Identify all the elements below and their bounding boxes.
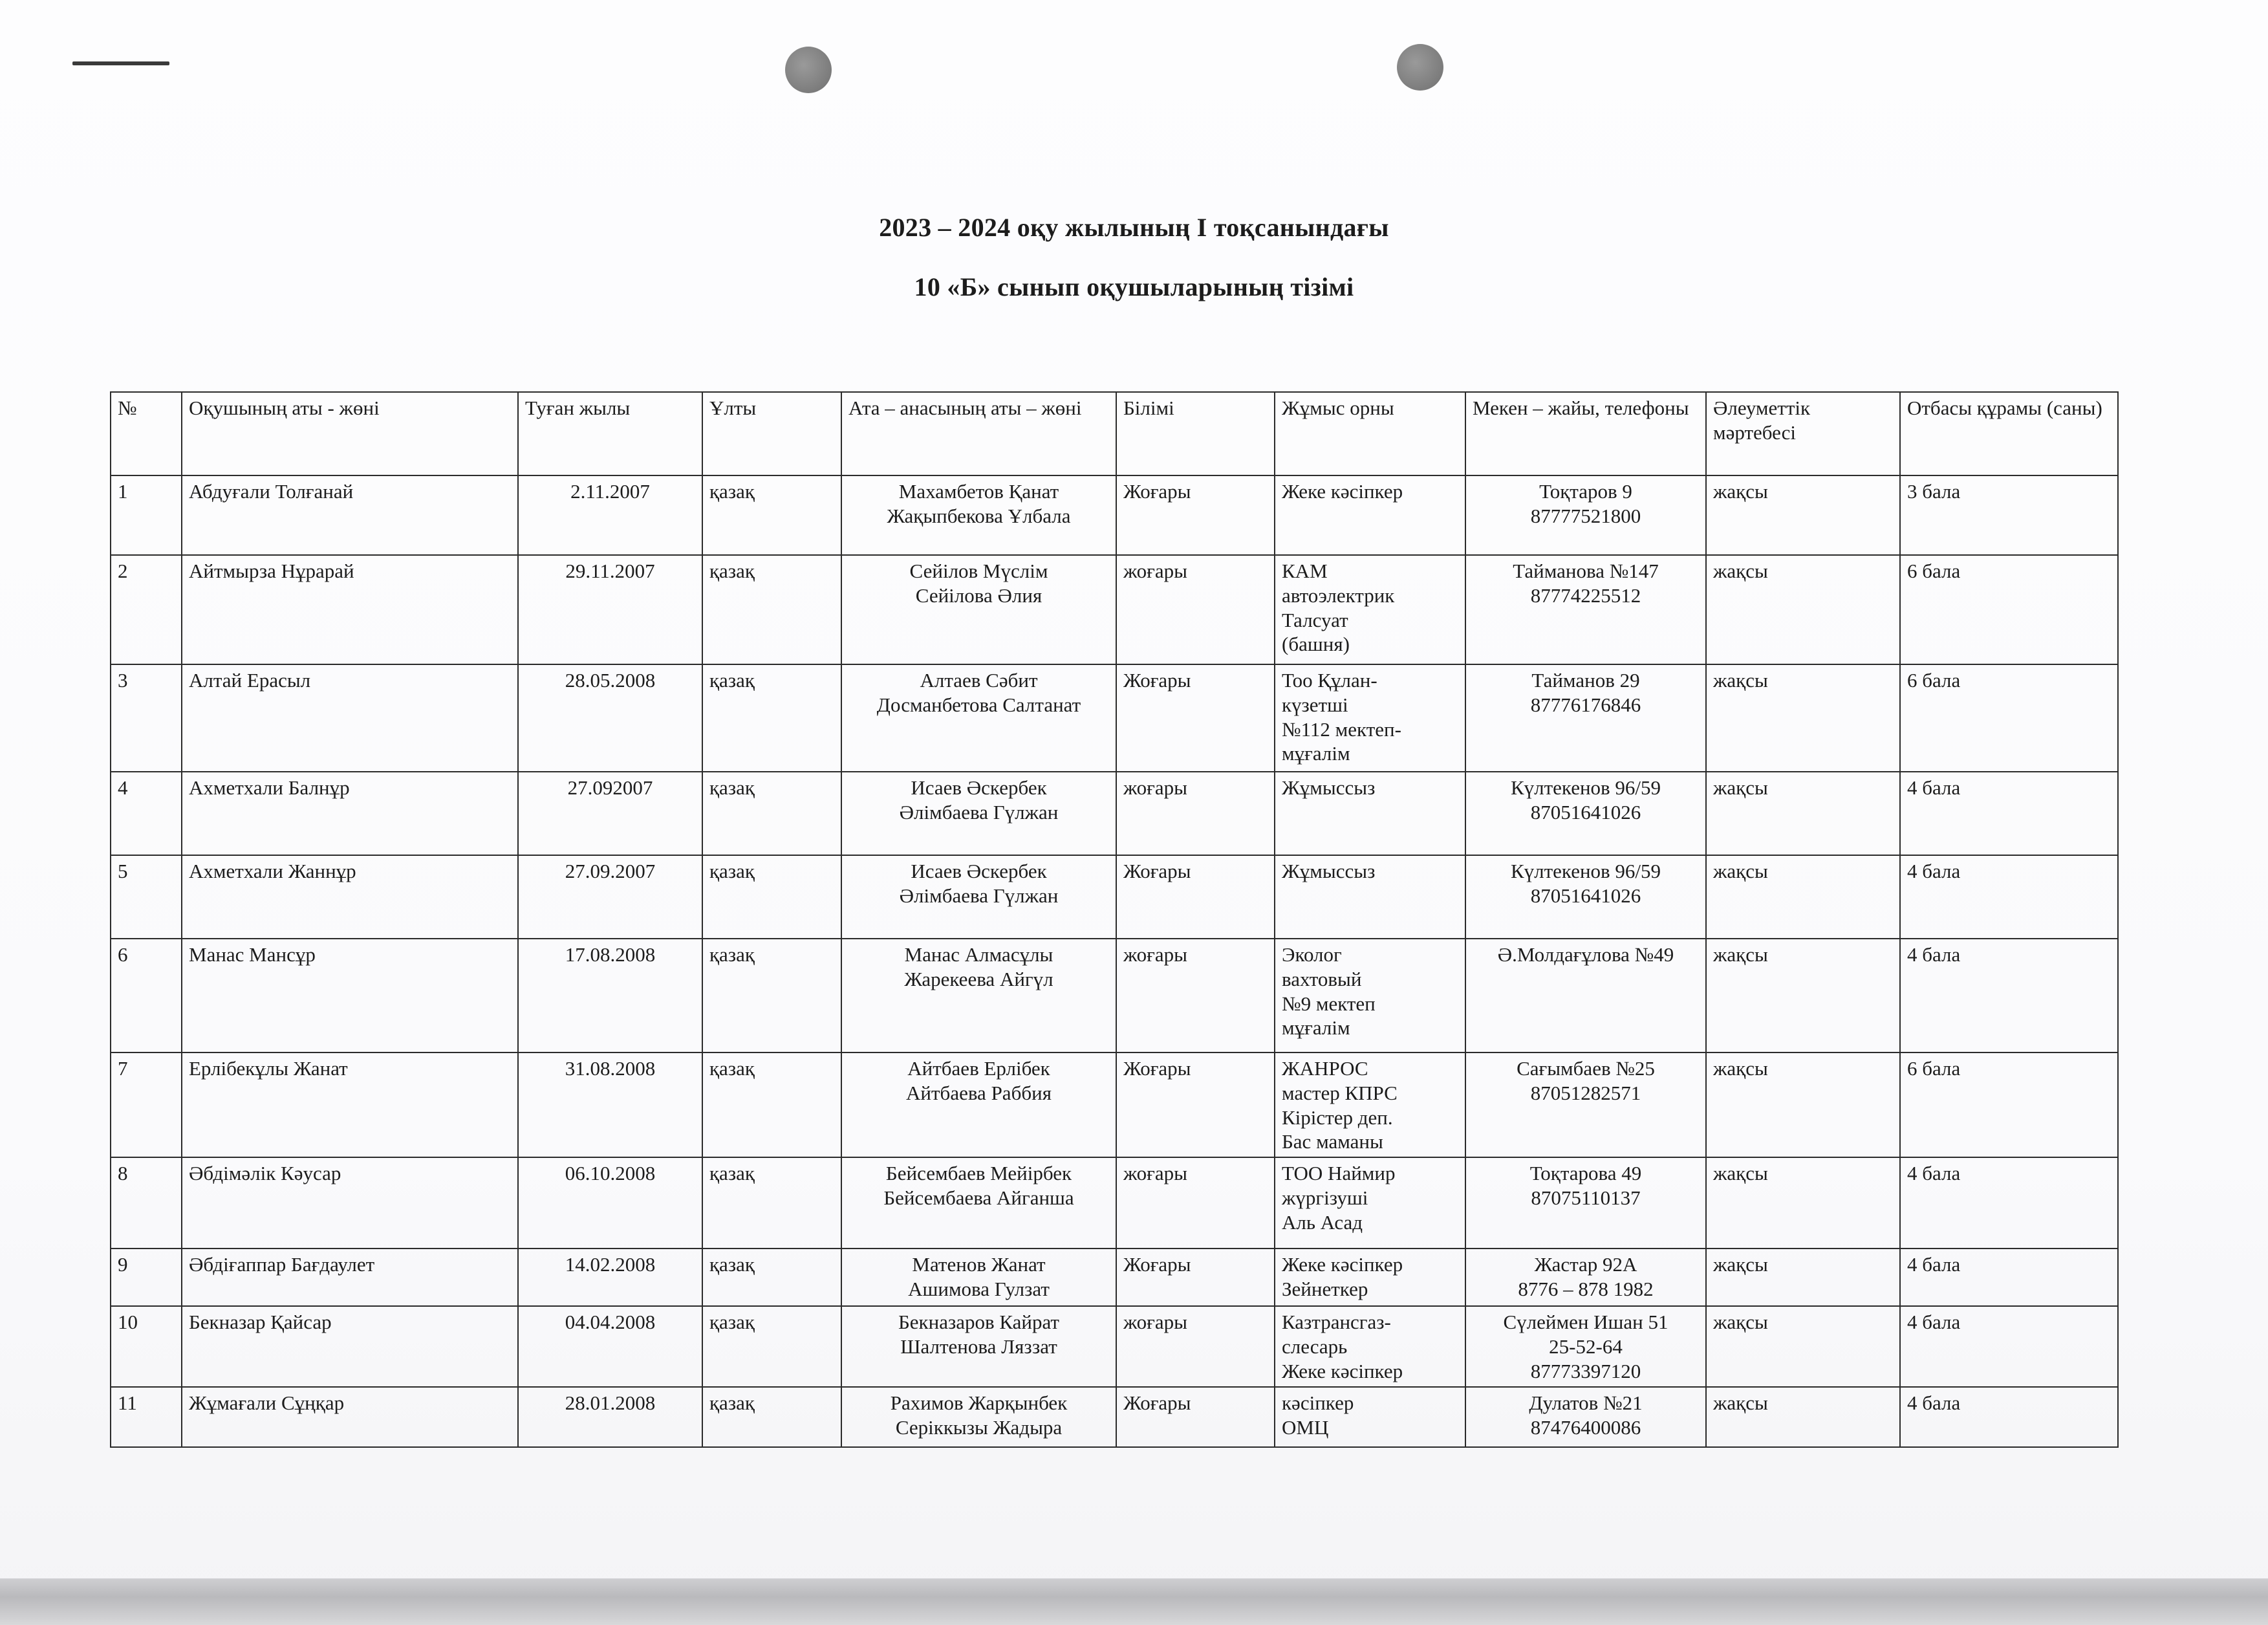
- cell-workplace: Эколог вахтовый №9 мектеп мұғалім: [1275, 939, 1465, 1052]
- cell-family-size: 6 бала: [1900, 555, 2118, 664]
- cell-student-name: Айтмырза Нұрарай: [182, 555, 518, 664]
- cell-education: жоғары: [1116, 1157, 1275, 1249]
- cell-number: 4: [111, 772, 182, 855]
- cell-address-phone: Тайманов 29 87776176846: [1465, 664, 1706, 772]
- cell-parents: Айтбаев Ерлібек Айтбаева Раббия: [841, 1052, 1116, 1157]
- cell-birth-date: 2.11.2007: [518, 475, 702, 555]
- header-family-size: Отбасы құрамы (саны): [1900, 392, 2118, 475]
- cell-social-status: жақсы: [1706, 939, 1900, 1052]
- cell-workplace: Тоо Құлан- күзетші №112 мектеп- мұғалім: [1275, 664, 1465, 772]
- table-row: [111, 855, 2118, 939]
- header-social-status: Әлеуметтік мәртебесі: [1706, 392, 1900, 475]
- header-workplace: Жұмыс орны: [1275, 392, 1465, 475]
- cell-workplace: ЖАНРОС мастер КПРС Кірістер деп. Бас маманы: [1275, 1052, 1465, 1157]
- cell-education: Жоғары: [1116, 475, 1275, 555]
- cell-workplace: Жеке кәсіпкер: [1275, 475, 1465, 555]
- cell-number: 5: [111, 855, 182, 939]
- cell-birth-date: 27.09.2007: [518, 855, 702, 939]
- cell-parents: Бейсембаев Мейірбек Бейсембаева Айганша: [841, 1157, 1116, 1249]
- cell-birth-date: 29.11.2007: [518, 555, 702, 664]
- cell-nationality: қазақ: [702, 1249, 841, 1306]
- cell-number: 1: [111, 475, 182, 555]
- cell-parents: Манас Алмасұлы Жарекеева Айгүл: [841, 939, 1116, 1052]
- cell-social-status: жақсы: [1706, 1157, 1900, 1249]
- scanner-edge-shadow: [0, 1578, 2268, 1625]
- cell-parents: Исаев Әскербек Әлімбаева Гүлжан: [841, 855, 1116, 939]
- cell-nationality: қазақ: [702, 555, 841, 664]
- cell-social-status: жақсы: [1706, 1306, 1900, 1386]
- cell-address-phone: Күлтекенов 96/59 87051641026: [1465, 855, 1706, 939]
- cell-workplace: КАМ автоэлектрик Талсуат (башня): [1275, 555, 1465, 664]
- table-row: [111, 1387, 2118, 1447]
- cell-number: 9: [111, 1249, 182, 1306]
- cell-address-phone: Ә.Молдағұлова №49: [1465, 939, 1706, 1052]
- cell-social-status: жақсы: [1706, 1052, 1900, 1157]
- cell-family-size: 4 бала: [1900, 1157, 2118, 1249]
- cell-family-size: 4 бала: [1900, 1387, 2118, 1447]
- header-birth-date: Туған жылы: [518, 392, 702, 475]
- cell-parents: Бекназаров Кайрат Шалтенова Ляззат: [841, 1306, 1116, 1386]
- cell-number: 7: [111, 1052, 182, 1157]
- cell-birth-date: 31.08.2008: [518, 1052, 702, 1157]
- cell-family-size: 4 бала: [1900, 1249, 2118, 1306]
- cell-parents: Махамбетов Қанат Жақыпбекова Ұлбала: [841, 475, 1116, 555]
- cell-number: 11: [111, 1387, 182, 1447]
- header-parents: Ата – анасының аты – жөні: [841, 392, 1116, 475]
- cell-social-status: жақсы: [1706, 664, 1900, 772]
- cell-address-phone: Күлтекенов 96/59 87051641026: [1465, 772, 1706, 855]
- cell-education: жоғары: [1116, 772, 1275, 855]
- cell-social-status: жақсы: [1706, 475, 1900, 555]
- cell-student-name: Әбдімәлік Кәусар: [182, 1157, 518, 1249]
- cell-social-status: жақсы: [1706, 772, 1900, 855]
- cell-workplace: кәсіпкер ОМЦ: [1275, 1387, 1465, 1447]
- cell-parents: Исаев Әскербек Әлімбаева Гүлжан: [841, 772, 1116, 855]
- cell-family-size: 6 бала: [1900, 664, 2118, 772]
- cell-address-phone: Сағымбаев №25 87051282571: [1465, 1052, 1706, 1157]
- cell-education: жоғары: [1116, 555, 1275, 664]
- cell-number: 3: [111, 664, 182, 772]
- cell-workplace: Жұмыссыз: [1275, 855, 1465, 939]
- table-row: [111, 1249, 2118, 1306]
- cell-parents: Рахимов Жарқынбек Серіккызы Жадыра: [841, 1387, 1116, 1447]
- header-nationality: Ұлты: [702, 392, 841, 475]
- table-header-row: [111, 392, 2118, 475]
- cell-nationality: қазақ: [702, 664, 841, 772]
- cell-workplace: Казтрансгаз- слесарь Жеке кәсіпкер: [1275, 1306, 1465, 1386]
- cell-nationality: қазақ: [702, 855, 841, 939]
- punch-hole-left: [785, 47, 832, 93]
- cell-social-status: жақсы: [1706, 1249, 1900, 1306]
- table-row: [111, 939, 2118, 1052]
- header-education: Білімі: [1116, 392, 1275, 475]
- cell-nationality: қазақ: [702, 1052, 841, 1157]
- cell-student-name: Ахметхали Жаннұр: [182, 855, 518, 939]
- cell-birth-date: 27.092007: [518, 772, 702, 855]
- cell-birth-date: 17.08.2008: [518, 939, 702, 1052]
- cell-nationality: қазақ: [702, 939, 841, 1052]
- cell-nationality: қазақ: [702, 1306, 841, 1386]
- header-address-phone: Мекен – жайы, телефоны: [1465, 392, 1706, 475]
- table-row: [111, 1157, 2118, 1249]
- cell-student-name: Алтай Ерасыл: [182, 664, 518, 772]
- table-row: [111, 772, 2118, 855]
- cell-workplace: Жұмыссыз: [1275, 772, 1465, 855]
- cell-address-phone: Дулатов №21 87476400086: [1465, 1387, 1706, 1447]
- cell-number: 6: [111, 939, 182, 1052]
- cell-family-size: 4 бала: [1900, 1306, 2118, 1386]
- cell-parents: Матенов Жанат Ашимова Гулзат: [841, 1249, 1116, 1306]
- cell-family-size: 6 бала: [1900, 1052, 2118, 1157]
- cell-number: 8: [111, 1157, 182, 1249]
- cell-nationality: қазақ: [702, 772, 841, 855]
- document-subtitle: 10 «Б» сынып оқушыларының тізімі: [914, 272, 1354, 301]
- table-row: [111, 475, 2118, 555]
- cell-address-phone: Сүлеймен Ишан 51 25-52-64 87773397120: [1465, 1306, 1706, 1386]
- cell-family-size: 4 бала: [1900, 855, 2118, 939]
- cell-address-phone: Тоқтаров 9 87777521800: [1465, 475, 1706, 555]
- cell-parents: Сейілов Мүслім Сейілова Әлия: [841, 555, 1116, 664]
- table-row: [111, 555, 2118, 664]
- cell-address-phone: Тоқтарова 49 87075110137: [1465, 1157, 1706, 1249]
- cell-student-name: Ерлібекұлы Жанат: [182, 1052, 518, 1157]
- cell-address-phone: Тайманова №147 87774225512: [1465, 555, 1706, 664]
- cell-parents: Алтаев Сәбит Досманбетова Салтанат: [841, 664, 1116, 772]
- cell-student-name: Абдуғали Толғанай: [182, 475, 518, 555]
- cell-education: Жоғары: [1116, 664, 1275, 772]
- cell-birth-date: 14.02.2008: [518, 1249, 702, 1306]
- cell-student-name: Манас Мансұр: [182, 939, 518, 1052]
- cell-birth-date: 04.04.2008: [518, 1306, 702, 1386]
- cell-nationality: қазақ: [702, 1157, 841, 1249]
- cell-number: 10: [111, 1306, 182, 1386]
- cell-nationality: қазақ: [702, 475, 841, 555]
- cell-family-size: 4 бала: [1900, 772, 2118, 855]
- student-roster-table: [110, 391, 2119, 1448]
- cell-workplace: ТОО Наймир жүргізуші Аль Асад: [1275, 1157, 1465, 1249]
- table-row: [111, 1052, 2118, 1157]
- cell-student-name: Бекназар Қайсар: [182, 1306, 518, 1386]
- cell-social-status: жақсы: [1706, 1387, 1900, 1447]
- cell-workplace: Жеке кәсіпкер Зейнеткер: [1275, 1249, 1465, 1306]
- punch-hole-right: [1397, 44, 1443, 91]
- cell-birth-date: 06.10.2008: [518, 1157, 702, 1249]
- cell-birth-date: 28.01.2008: [518, 1387, 702, 1447]
- table-row: [111, 664, 2118, 772]
- cell-number: 2: [111, 555, 182, 664]
- cell-nationality: қазақ: [702, 1387, 841, 1447]
- cell-address-phone: Жастар 92А 8776 – 878 1982: [1465, 1249, 1706, 1306]
- cell-education: Жоғары: [1116, 1052, 1275, 1157]
- header-student-name: Оқушының аты - жөні: [182, 392, 518, 475]
- header-number: №: [111, 392, 182, 475]
- cell-social-status: жақсы: [1706, 555, 1900, 664]
- table-row: [111, 1306, 2118, 1386]
- cell-education: Жоғары: [1116, 855, 1275, 939]
- cell-family-size: 3 бала: [1900, 475, 2118, 555]
- cell-student-name: Әбдіғаппар Бағдаулет: [182, 1249, 518, 1306]
- document-title: 2023 – 2024 оқу жылының I тоқсанындағы: [879, 213, 1389, 242]
- cell-family-size: 4 бала: [1900, 939, 2118, 1052]
- cell-education: Жоғары: [1116, 1249, 1275, 1306]
- cell-education: жоғары: [1116, 939, 1275, 1052]
- pen-mark: [72, 61, 169, 65]
- cell-social-status: жақсы: [1706, 855, 1900, 939]
- cell-education: Жоғары: [1116, 1387, 1275, 1447]
- cell-birth-date: 28.05.2008: [518, 664, 702, 772]
- cell-student-name: Ахметхали Балнұр: [182, 772, 518, 855]
- cell-student-name: Жұмағали Сұңқар: [182, 1387, 518, 1447]
- cell-education: жоғары: [1116, 1306, 1275, 1386]
